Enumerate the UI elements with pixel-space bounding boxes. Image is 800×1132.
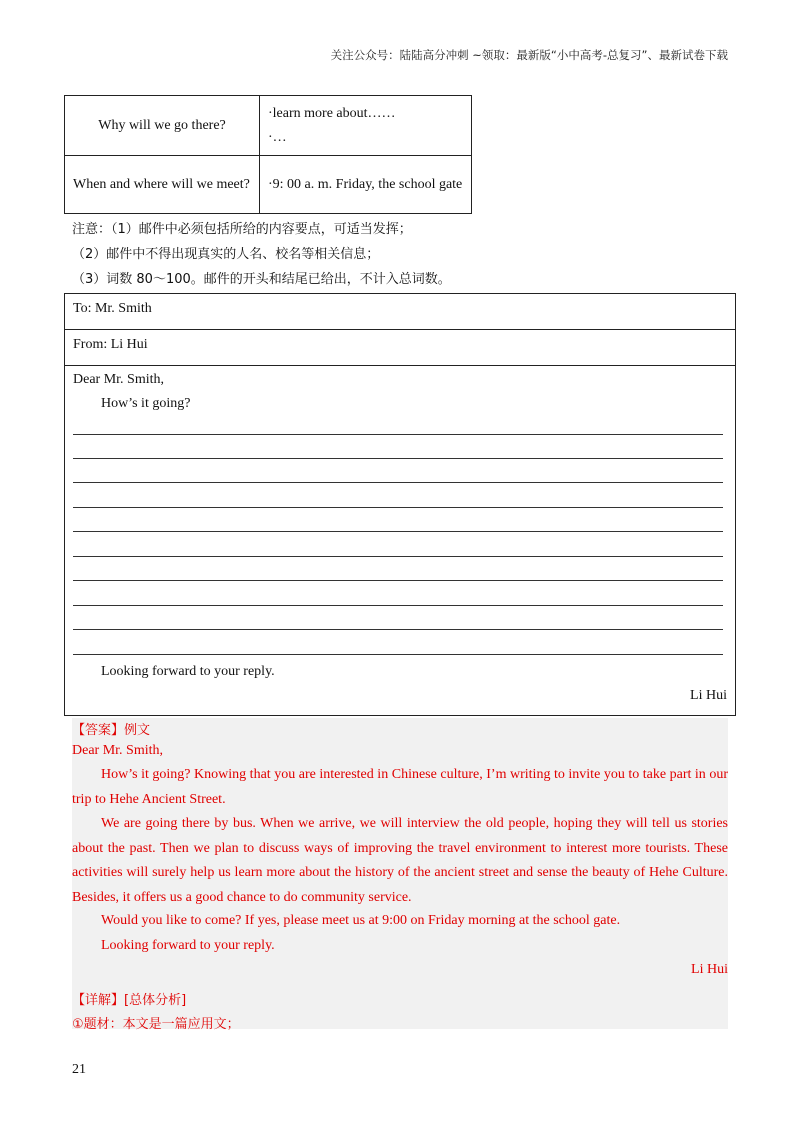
answer-paragraph: Looking forward to your reply. — [101, 938, 275, 953]
analysis-line: ①题材：本文是一篇应用文； — [72, 1017, 240, 1032]
to-row — [65, 294, 735, 330]
letter-greeting: Dear Mr. Smith, — [73, 372, 164, 387]
writing-line[interactable] — [73, 458, 723, 459]
answer-greeting: Dear Mr. Smith, — [72, 743, 163, 758]
writing-line[interactable] — [73, 629, 723, 630]
writing-line[interactable] — [73, 654, 723, 655]
answer-signature: Li Hui — [691, 962, 728, 977]
answer-paragraph: We are going there by bus. When we arrive, we will interview the old people, hoping they will tell us stories about the past. Then we plan to discuss ways of improving the travel environment to interest more tourists. These activities will surely help us learn more about the history of the ancient street and sense the beauty of Hehe Culture. Besides, it offers us a good chance to do community service. — [72, 816, 728, 905]
from-field: From: Li Hui — [73, 337, 148, 352]
page-header: 关注公众号：陆陆高分冲刺 ~领取：最新版“小中高考-总复习”、最新试卷下载 — [330, 48, 728, 62]
table-row — [65, 96, 472, 156]
note-2: （2）邮件中不得出现真实的人名、校名等相关信息； — [72, 247, 380, 262]
writing-line[interactable] — [73, 531, 723, 532]
note-1: 注意：（1）邮件中必须包括所给的内容要点，可适当发挥； — [72, 222, 412, 237]
question-cell: Why will we go there? — [65, 96, 260, 156]
page-number: 21 — [72, 1062, 86, 1077]
question-cell: When and where will we meet? — [65, 156, 260, 214]
analysis-label: 【详解】[总体分析] — [72, 993, 187, 1008]
writing-line[interactable] — [73, 482, 723, 483]
answer-label: 【答案】例文 — [72, 723, 151, 738]
answer-line: ·… — [268, 129, 287, 145]
answer-cell — [260, 96, 472, 156]
info-table — [64, 95, 472, 214]
letter-form — [64, 293, 736, 716]
to-field: To: Mr. Smith — [73, 301, 152, 316]
from-row — [65, 330, 735, 366]
writing-line[interactable] — [73, 605, 723, 606]
letter-opening: How’s it going? — [101, 396, 191, 411]
letter-closing: Looking forward to your reply. — [101, 664, 275, 679]
answer-paragraph: How’s it going? Knowing that you are interested in Chinese culture, I’m writing to invite you to take part in our trip to Hehe Ancient Street. — [72, 767, 728, 807]
writing-line[interactable] — [73, 507, 723, 508]
writing-line[interactable] — [73, 434, 723, 435]
letter-signature: Li Hui — [690, 688, 727, 703]
note-3: （3）词数 80～100。邮件的开头和结尾已给出，不计入总词数。 — [72, 272, 451, 287]
answer-cell: ·9: 00 a. m. Friday, the school gate — [260, 156, 472, 214]
answer-line: ·learn more about…… — [268, 105, 396, 121]
writing-line[interactable] — [73, 580, 723, 581]
writing-line[interactable] — [73, 556, 723, 557]
table-row — [65, 156, 472, 214]
answer-paragraph: Would you like to come? If yes, please meet us at 9:00 on Friday morning at the school gate. — [101, 913, 621, 928]
